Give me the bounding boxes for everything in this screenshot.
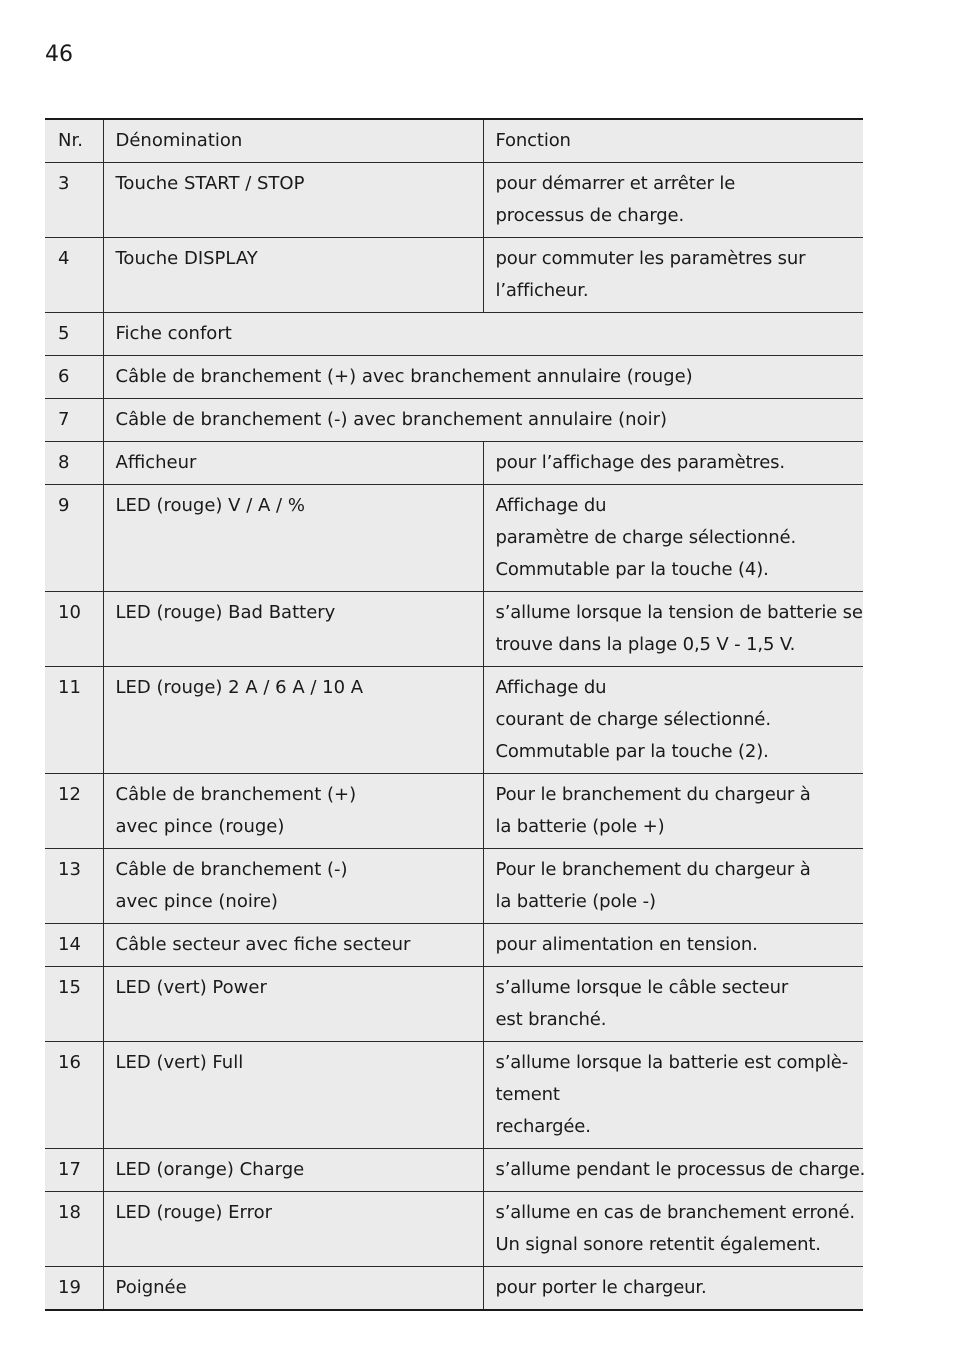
function-line: Un signal sonore retentit également.	[495, 1234, 821, 1255]
denomination-line: Câble de branchement (-) avec branchement annulaire (noir)	[115, 409, 668, 430]
denomination-line: Câble de branchement (+) avec branchement annulaire (rouge)	[115, 366, 693, 387]
function-line: tement	[495, 1084, 560, 1105]
table-row	[45, 485, 863, 592]
denomination-line: avec pince (noire)	[115, 891, 278, 912]
function-line: pour alimentation en tension.	[495, 934, 758, 955]
row-denomination	[103, 485, 483, 592]
row-denomination	[103, 399, 863, 442]
row-number: 5	[45, 313, 103, 356]
table-row	[45, 924, 863, 967]
table-row	[45, 774, 863, 849]
row-function	[483, 967, 863, 1042]
row-function	[483, 667, 863, 774]
row-number: 11	[45, 667, 103, 774]
row-denomination	[103, 313, 863, 356]
row-function	[483, 1149, 866, 1192]
denomination-line: LED (rouge) 2 A / 6 A / 10 A	[115, 677, 364, 698]
table-header-row	[45, 119, 863, 163]
denomination-line: Touche DISPLAY	[115, 248, 258, 269]
row-function	[483, 774, 863, 849]
row-number: 12	[45, 774, 103, 849]
row-number: 18	[45, 1192, 103, 1267]
denomination-line: Afficheur	[115, 452, 197, 473]
row-number: 6	[45, 356, 103, 399]
function-line: s’allume lorsque la batterie est complè-	[495, 1052, 849, 1073]
table-row	[45, 1042, 863, 1149]
denomination-line: LED (rouge) Error	[115, 1202, 273, 1223]
function-line: s’allume lorsque le câble secteur	[495, 977, 789, 998]
denomination-line: LED (vert) Power	[115, 977, 267, 998]
row-denomination	[103, 849, 483, 924]
denomination-line: Poignée	[115, 1277, 187, 1298]
row-denomination	[103, 1192, 483, 1267]
denomination-line: Câble de branchement (+)	[115, 784, 357, 805]
row-denomination	[103, 667, 483, 774]
table-row	[45, 356, 863, 399]
table-row	[45, 238, 863, 313]
header-name: Dénomination	[103, 119, 483, 163]
table-row	[45, 592, 863, 667]
row-denomination	[103, 442, 483, 485]
table-row	[45, 967, 863, 1042]
row-denomination	[103, 967, 483, 1042]
function-line: paramètre de charge sélectionné.	[495, 527, 797, 548]
denomination-line: LED (orange) Charge	[115, 1159, 305, 1180]
table-row	[45, 163, 863, 238]
row-number: 7	[45, 399, 103, 442]
table-row	[45, 1149, 863, 1192]
function-line: s’allume en cas de branchement erroné.	[495, 1202, 855, 1223]
row-number: 14	[45, 924, 103, 967]
function-line: Commutable par la touche (2).	[495, 741, 769, 762]
row-denomination	[103, 1267, 483, 1311]
table-row	[45, 849, 863, 924]
row-number: 15	[45, 967, 103, 1042]
table-row	[45, 313, 863, 356]
row-number: 17	[45, 1149, 103, 1192]
function-line: Pour le branchement du chargeur à	[495, 859, 811, 880]
function-line: Affichage du	[495, 495, 607, 516]
function-line: est branché.	[495, 1009, 607, 1030]
row-number: 13	[45, 849, 103, 924]
function-line: Affichage du	[495, 677, 607, 698]
specification-table	[45, 118, 866, 1311]
function-line: pour démarrer et arrêter le	[495, 173, 736, 194]
row-number: 8	[45, 442, 103, 485]
row-number: 10	[45, 592, 103, 667]
function-line: l’afficheur.	[495, 280, 589, 301]
function-line: rechargée.	[495, 1116, 591, 1137]
row-denomination	[103, 774, 483, 849]
header-nr: Nr.	[45, 119, 103, 163]
row-number: 19	[45, 1267, 103, 1311]
denomination-line: LED (rouge) Bad Battery	[115, 602, 336, 623]
row-function	[483, 1192, 863, 1267]
table-row	[45, 1267, 863, 1311]
function-line: courant de charge sélectionné.	[495, 709, 771, 730]
function-line: la batterie (pole +)	[495, 816, 665, 837]
table-row	[45, 442, 863, 485]
row-denomination	[103, 1042, 483, 1149]
function-line: s’allume lorsque la tension de batterie se	[495, 602, 863, 623]
function-line: Commutable par la touche (4).	[495, 559, 769, 580]
row-denomination	[103, 163, 483, 238]
row-number: 16	[45, 1042, 103, 1149]
denomination-line: Câble secteur avec fiche secteur	[115, 934, 411, 955]
row-function	[483, 442, 863, 485]
denomination-line: LED (vert) Full	[115, 1052, 244, 1073]
denomination-line: avec pince (rouge)	[115, 816, 285, 837]
row-function	[483, 1267, 863, 1311]
row-denomination	[103, 592, 483, 667]
row-number: 4	[45, 238, 103, 313]
function-line: pour l’affichage des paramètres.	[495, 452, 785, 473]
function-line: pour porter le chargeur.	[495, 1277, 707, 1298]
row-function	[483, 238, 863, 313]
table-body	[45, 119, 866, 1310]
table-row	[45, 1192, 863, 1267]
table-row	[45, 399, 863, 442]
denomination-line: LED (rouge) V / A / %	[115, 495, 305, 516]
row-denomination	[103, 238, 483, 313]
row-function	[483, 924, 863, 967]
denomination-line: Touche START / STOP	[115, 173, 305, 194]
table-row	[45, 667, 863, 774]
row-number: 9	[45, 485, 103, 592]
row-function	[483, 485, 863, 592]
function-line: Pour le branchement du chargeur à	[495, 784, 811, 805]
row-denomination	[103, 1149, 483, 1192]
row-function	[483, 592, 863, 667]
row-function	[483, 1042, 863, 1149]
row-number: 3	[45, 163, 103, 238]
header-function: Fonction	[483, 119, 863, 163]
function-line: s’allume pendant le processus de charge.	[495, 1159, 866, 1180]
row-function	[483, 849, 863, 924]
row-denomination	[103, 924, 483, 967]
row-function	[483, 163, 863, 238]
page-number: 46	[45, 42, 73, 67]
denomination-line: Câble de branchement (-)	[115, 859, 348, 880]
function-line: processus de charge.	[495, 205, 685, 226]
row-denomination	[103, 356, 863, 399]
function-line: la batterie (pole -)	[495, 891, 656, 912]
denomination-line: Fiche confort	[115, 323, 232, 344]
function-line: pour commuter les paramètres sur	[495, 248, 806, 269]
function-line: trouve dans la plage 0,5 V - 1,5 V.	[495, 634, 796, 655]
